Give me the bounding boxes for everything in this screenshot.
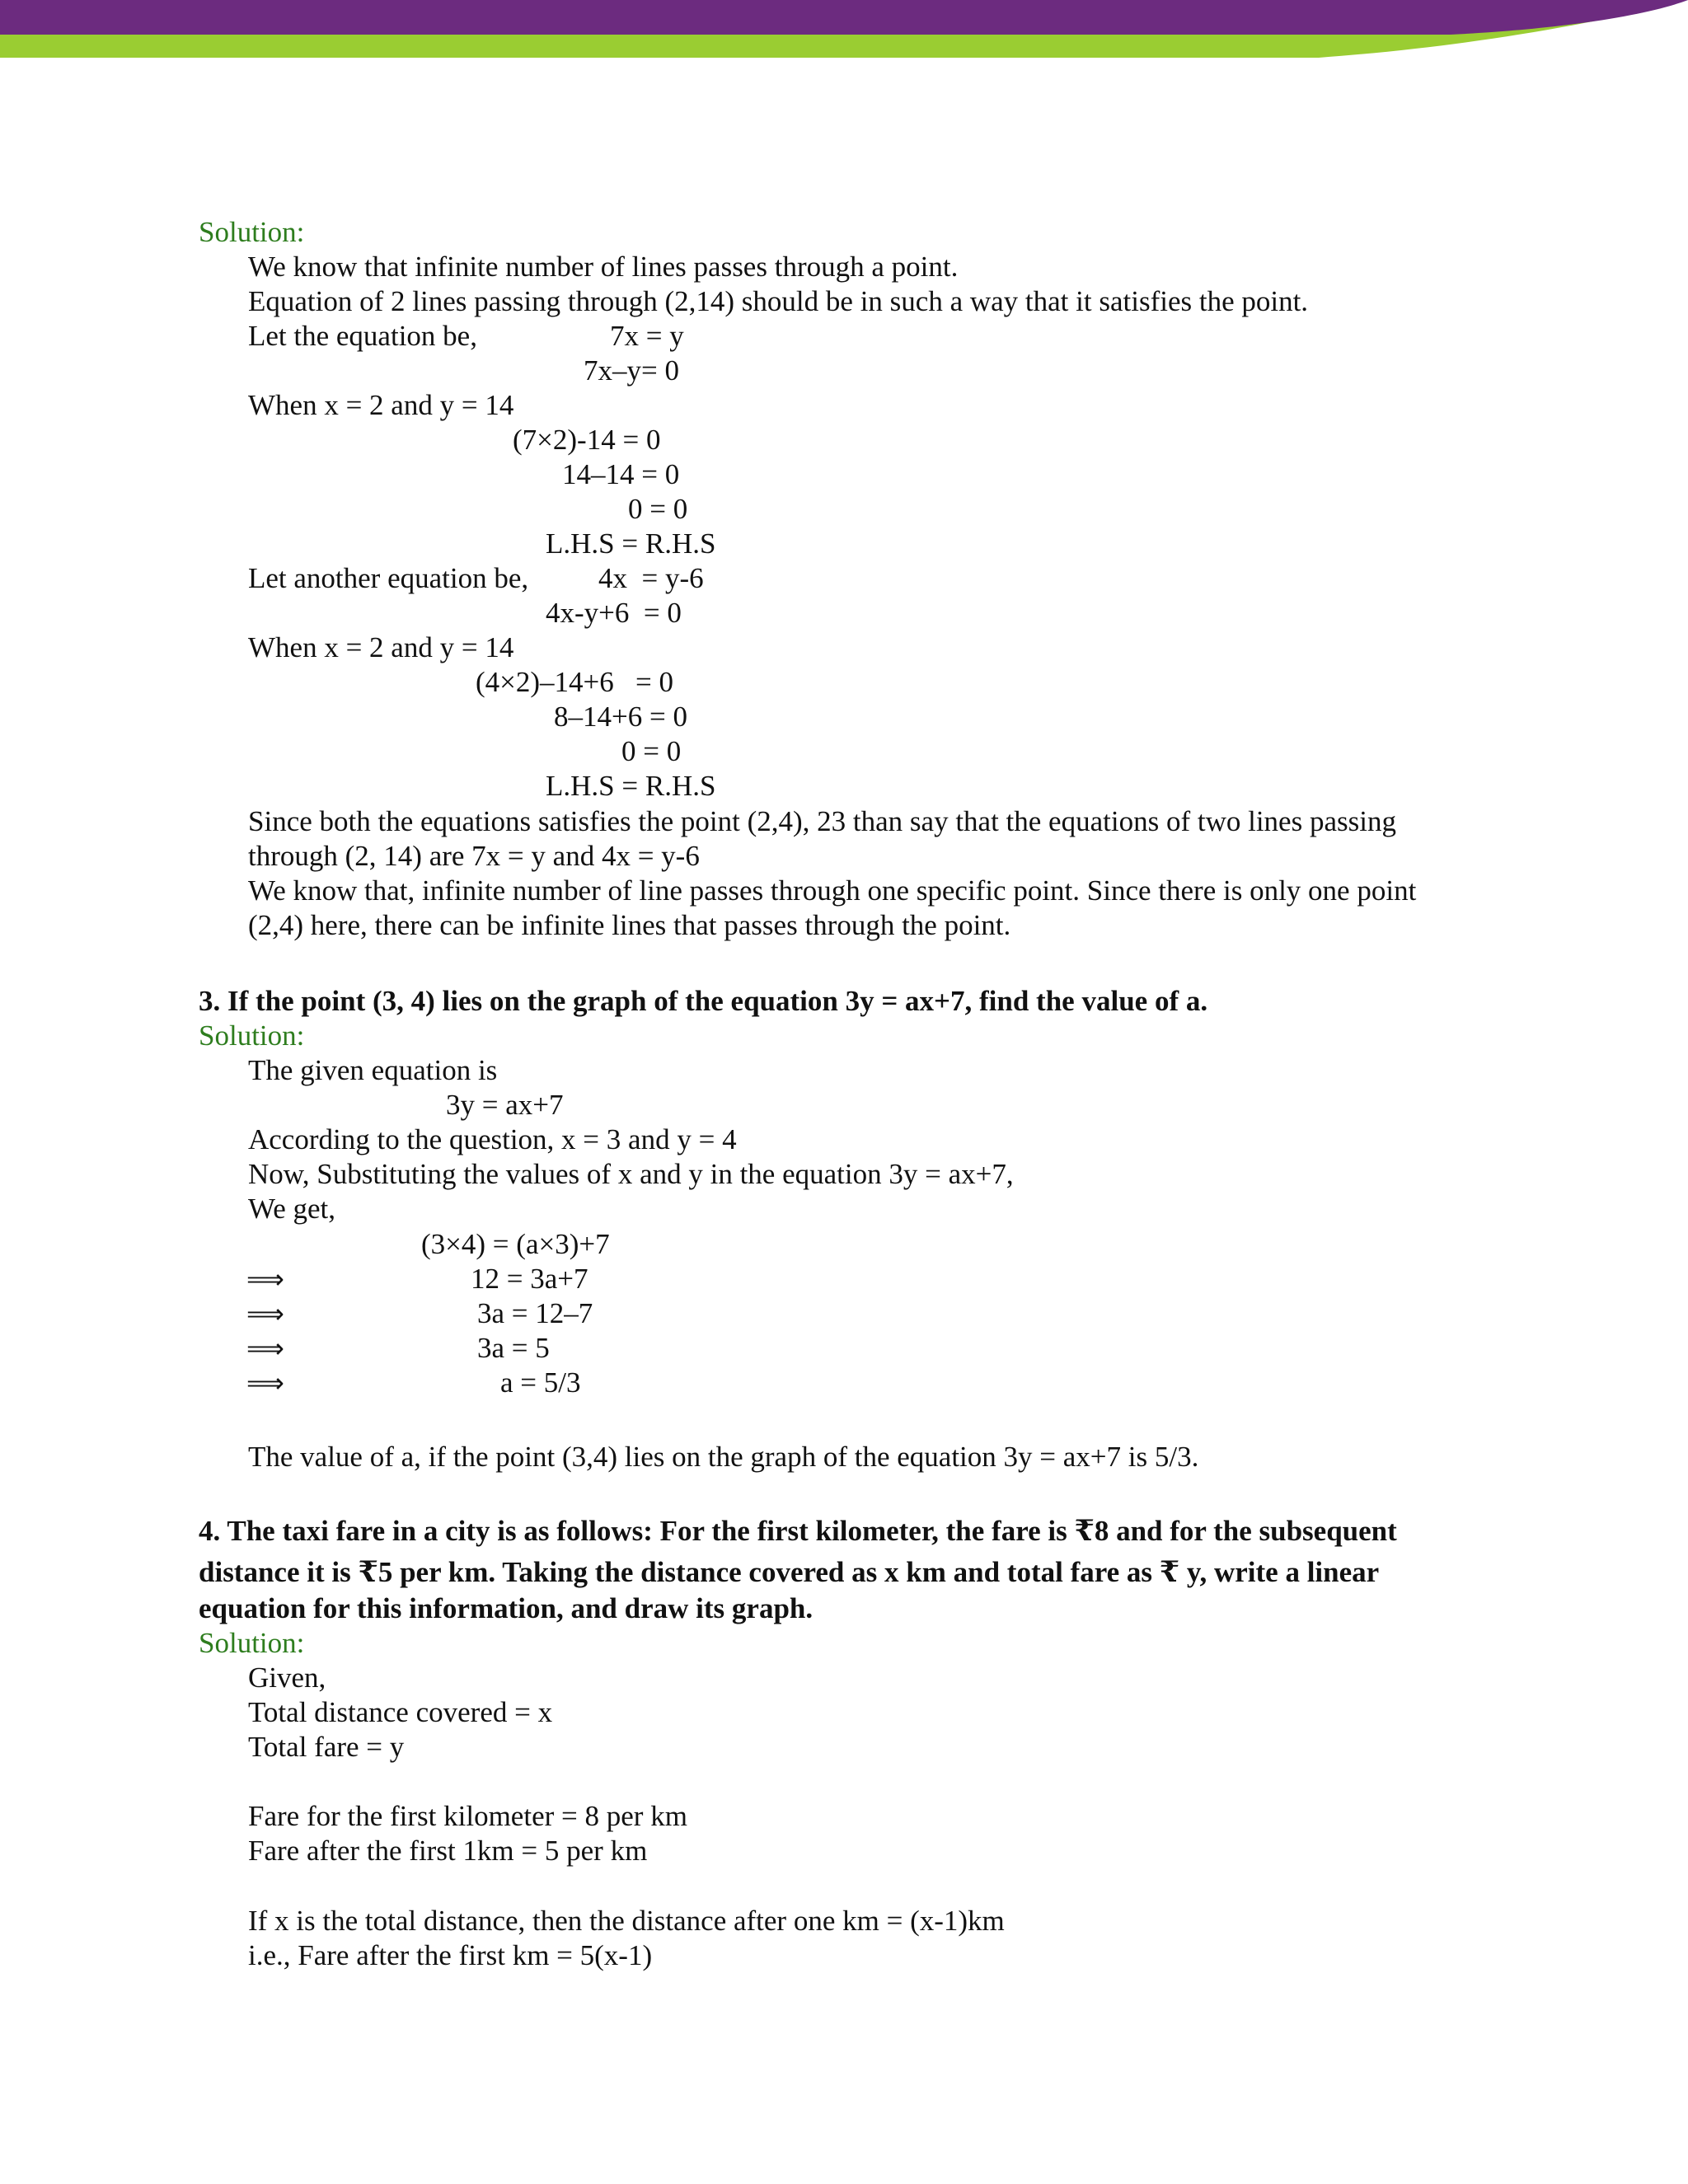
text-line: through (2, 14) are 7x = y and 4x = y-6: [248, 840, 700, 872]
equation: 4x = y-6: [598, 562, 704, 594]
text-line: According to the question, x = 3 and y = 4: [248, 1123, 737, 1155]
text-line: Equation of 2 lines passing through (2,14) should be in such a way that it satisfies the point.: [248, 285, 1309, 317]
text-line: i.e., Fare after the first km = 5(x-1): [248, 1939, 653, 1971]
implies-icon: ⟹: [246, 1367, 284, 1399]
equation: (4×2)–14+6 = 0: [476, 666, 674, 698]
text-line: Now, Substituting the values of x and y in the equation 3y = ax+7,: [248, 1158, 1014, 1190]
text-line: Let the equation be,: [248, 320, 477, 352]
question-4-line-3: equation for this information, and draw its graph.: [199, 1592, 814, 1624]
text-line: Since both the equations satisfies the point (2,4), 23 than say that the equations of two lines passing: [248, 805, 1396, 837]
text-line: If x is the total distance, then the distance after one km = (x-1)km: [248, 1905, 1005, 1937]
equation: 3a = 12–7: [477, 1297, 593, 1329]
implies-icon: ⟹: [246, 1263, 284, 1295]
text-line: Fare after the first 1km = 5 per km: [248, 1835, 648, 1867]
equation: 8–14+6 = 0: [554, 701, 687, 733]
equation: 12 = 3a+7: [471, 1263, 588, 1295]
equation: 3a = 5: [477, 1332, 550, 1364]
question-4-line-2: distance it is ₹5 per km. Taking the distance covered as x km and total fare as ₹ y, write a linear: [199, 1556, 1380, 1588]
header-band: [0, 0, 1688, 66]
equation: L.H.S = R.H.S: [546, 770, 716, 802]
text-line: The given equation is: [248, 1054, 498, 1086]
solution-label: Solution:: [199, 216, 305, 248]
question-3: 3. If the point (3, 4) lies on the graph of the equation 3y = ax+7, find the value of a.: [199, 985, 1208, 1017]
text-line: Let another equation be,: [248, 562, 529, 594]
text-line: Total fare = y: [248, 1731, 405, 1763]
equation: 14–14 = 0: [562, 458, 680, 490]
equation: 7x = y: [610, 320, 684, 352]
equation: 3y = ax+7: [446, 1089, 564, 1121]
equation: a = 5/3: [500, 1366, 581, 1399]
implies-icon: ⟹: [246, 1333, 284, 1364]
equation: 0 = 0: [621, 735, 682, 767]
text-line: We get,: [248, 1193, 336, 1225]
text-line: The value of a, if the point (3,4) lies on the graph of the equation 3y = ax+7 is 5/3.: [248, 1441, 1199, 1473]
text-line: When x = 2 and y = 14: [248, 631, 514, 663]
text-line: When x = 2 and y = 14: [248, 389, 514, 421]
equation: 4x-y+6 = 0: [546, 597, 682, 629]
solution-label: Solution:: [199, 1019, 305, 1052]
question-4-line-1: 4. The taxi fare in a city is as follows: For the first kilometer, the fare is ₹8 and for the subsequent: [199, 1515, 1397, 1547]
equation: (7×2)-14 = 0: [513, 424, 661, 456]
solution-label: Solution:: [199, 1627, 305, 1659]
equation: (3×4) = (a×3)+7: [421, 1228, 610, 1260]
equation: 7x–y= 0: [584, 354, 679, 387]
equation: L.H.S = R.H.S: [546, 527, 716, 560]
text-line: We know that, infinite number of line passes through one specific point. Since there is only one point: [248, 874, 1417, 907]
implies-icon: ⟹: [246, 1298, 284, 1329]
text-line: (2,4) here, there can be infinite lines that passes through the point.: [248, 909, 1011, 941]
text-line: Given,: [248, 1661, 326, 1694]
text-line: Fare for the first kilometer = 8 per km: [248, 1800, 687, 1832]
text-line: We know that infinite number of lines passes through a point.: [248, 251, 959, 283]
text-line: Total distance covered = x: [248, 1696, 553, 1728]
equation: 0 = 0: [628, 493, 688, 525]
header-decoration: [0, 0, 1688, 66]
